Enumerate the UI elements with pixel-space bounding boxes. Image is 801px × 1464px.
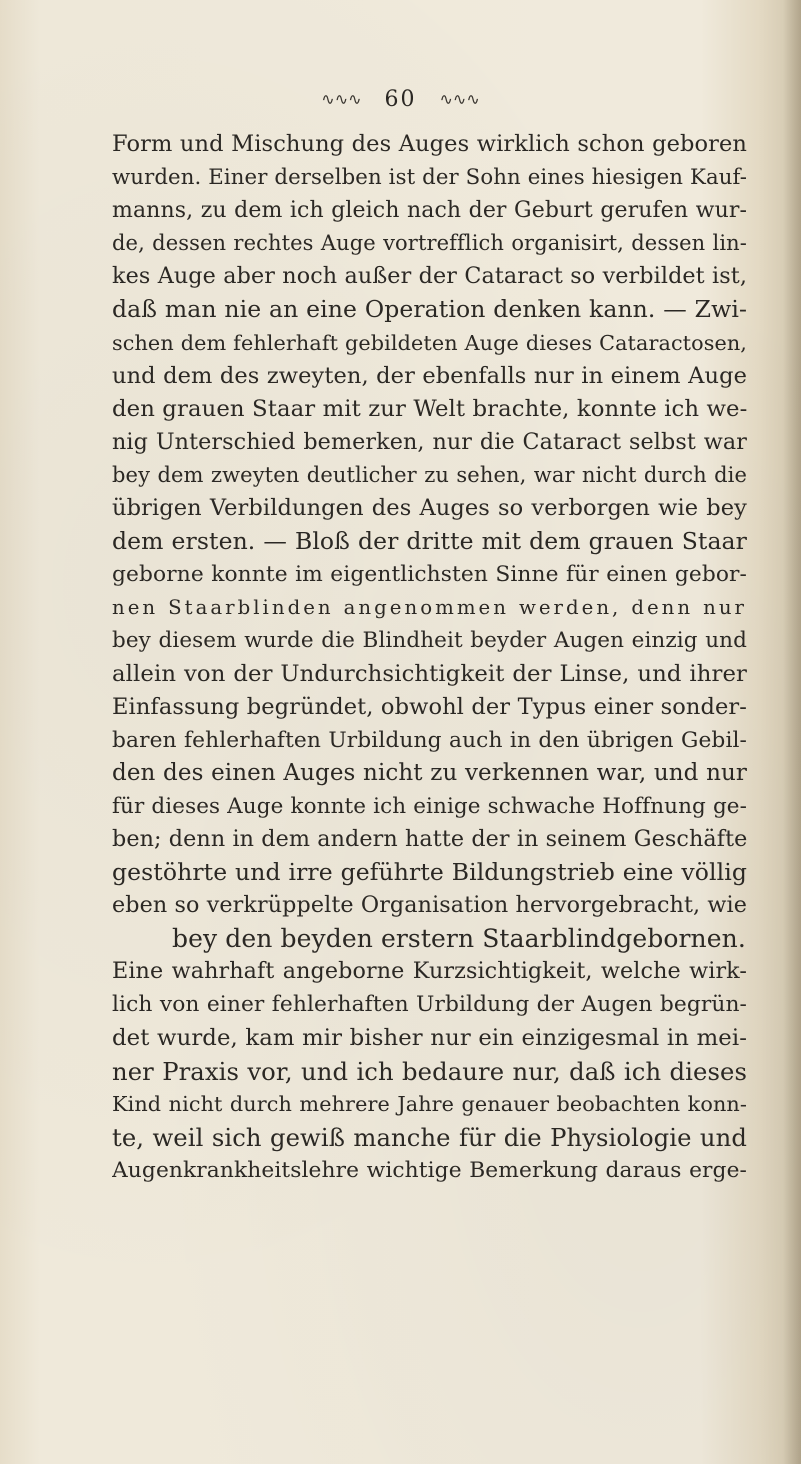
text-line: baren fehlerhaften Urbildung auch in den übrigen Gebil- (112, 727, 747, 753)
text-line: lich von einer fehlerhaften Urbildung der Augen begrün- (112, 992, 747, 1018)
text-line: det wurde, kam mir bisher nur ein einzigesmal in mei- (112, 1024, 747, 1051)
text-line: de, dessen rechtes Auge vortrefflich organisirt, dessen lin- (112, 231, 747, 256)
text-line: Kind nicht durch mehrere Jahre genauer beobachten konn- (112, 1091, 747, 1116)
text-line: manns, zu dem ich gleich nach der Geburt gerufen wur- (112, 198, 747, 224)
text-line: gestöhrte und irre geführte Bildungstrieb eine völlig (112, 858, 747, 887)
page-number: 60 (384, 86, 417, 112)
text-line: bey diesem wurde die Blindheit beyder Augen einzig und (112, 628, 747, 654)
text-line: kes Auge aber noch außer der Cataract so verbildet ist, (112, 263, 747, 290)
text-line: wurden. Einer derselben ist der Sohn eines hiesigen Kauf- (112, 165, 747, 191)
text-line: bey dem zweyten deutlicher zu sehen, war nicht durch die (112, 462, 747, 487)
page-edge-shadow (783, 0, 801, 1464)
text-line: eben so verkrüppelte Organisation hervorgebracht, wie (112, 892, 747, 919)
text-line: nen Staarblinden angenommen werden, denn nur (112, 596, 747, 620)
text-line: ben; denn in dem andern hatte der in seinem Geschäfte (112, 825, 747, 852)
text-line: nig Unterschied bemerken, nur die Cataract selbst war (112, 428, 747, 455)
text-line: daß man nie an eine Operation denken kann. — Zwi- (112, 295, 747, 324)
text-line: den grauen Staar mit zur Welt brachte, konnte ich we- (112, 395, 747, 422)
body-text (112, 128, 747, 1187)
ornament-left: ∿∿∿ (321, 89, 362, 109)
text-line: Augenkrankheitslehre wichtige Bemerkung daraus erge- (112, 1157, 747, 1183)
text-line: ner Praxis vor, und ich bedaure nur, daß ich dieses (112, 1056, 747, 1086)
text-line: für dieses Auge konnte ich einige schwache Hoffnung ge- (112, 793, 747, 819)
text-line: geborne konnte im eigentlichsten Sinne für einen gebor- (112, 562, 747, 588)
text-line: und dem des zweyten, der ebenfalls nur in einem Auge (112, 362, 747, 389)
text-line: Eine wahrhaft angeborne Kurzsichtigkeit, welche wirk- (112, 958, 747, 985)
text-line: bey den beyden erstern Staarblindgebornen. (172, 924, 746, 954)
ornament-right: ∿∿∿ (439, 89, 480, 109)
text-line: Form und Mischung des Auges wirklich schon geboren (112, 131, 747, 157)
text-line: te, weil sich gewiß manche für die Physiologie und (112, 1122, 747, 1152)
text-line: dem ersten. — Bloß der dritte mit dem grauen Staar (112, 527, 747, 556)
text-line: schen dem fehlerhaft gebildeten Auge dieses Cataractosen, (112, 330, 747, 355)
text-line: Einfassung begründet, obwohl der Typus einer sonder- (112, 693, 747, 720)
text-line: übrigen Verbildungen des Auges so verborgen wie bey (112, 495, 747, 522)
page-header (0, 86, 801, 112)
text-line: allein von der Undurchsichtigkeit der Linse, und ihrer (112, 660, 747, 687)
text-line: den des einen Auges nicht zu verkennen war, und nur (112, 759, 747, 786)
